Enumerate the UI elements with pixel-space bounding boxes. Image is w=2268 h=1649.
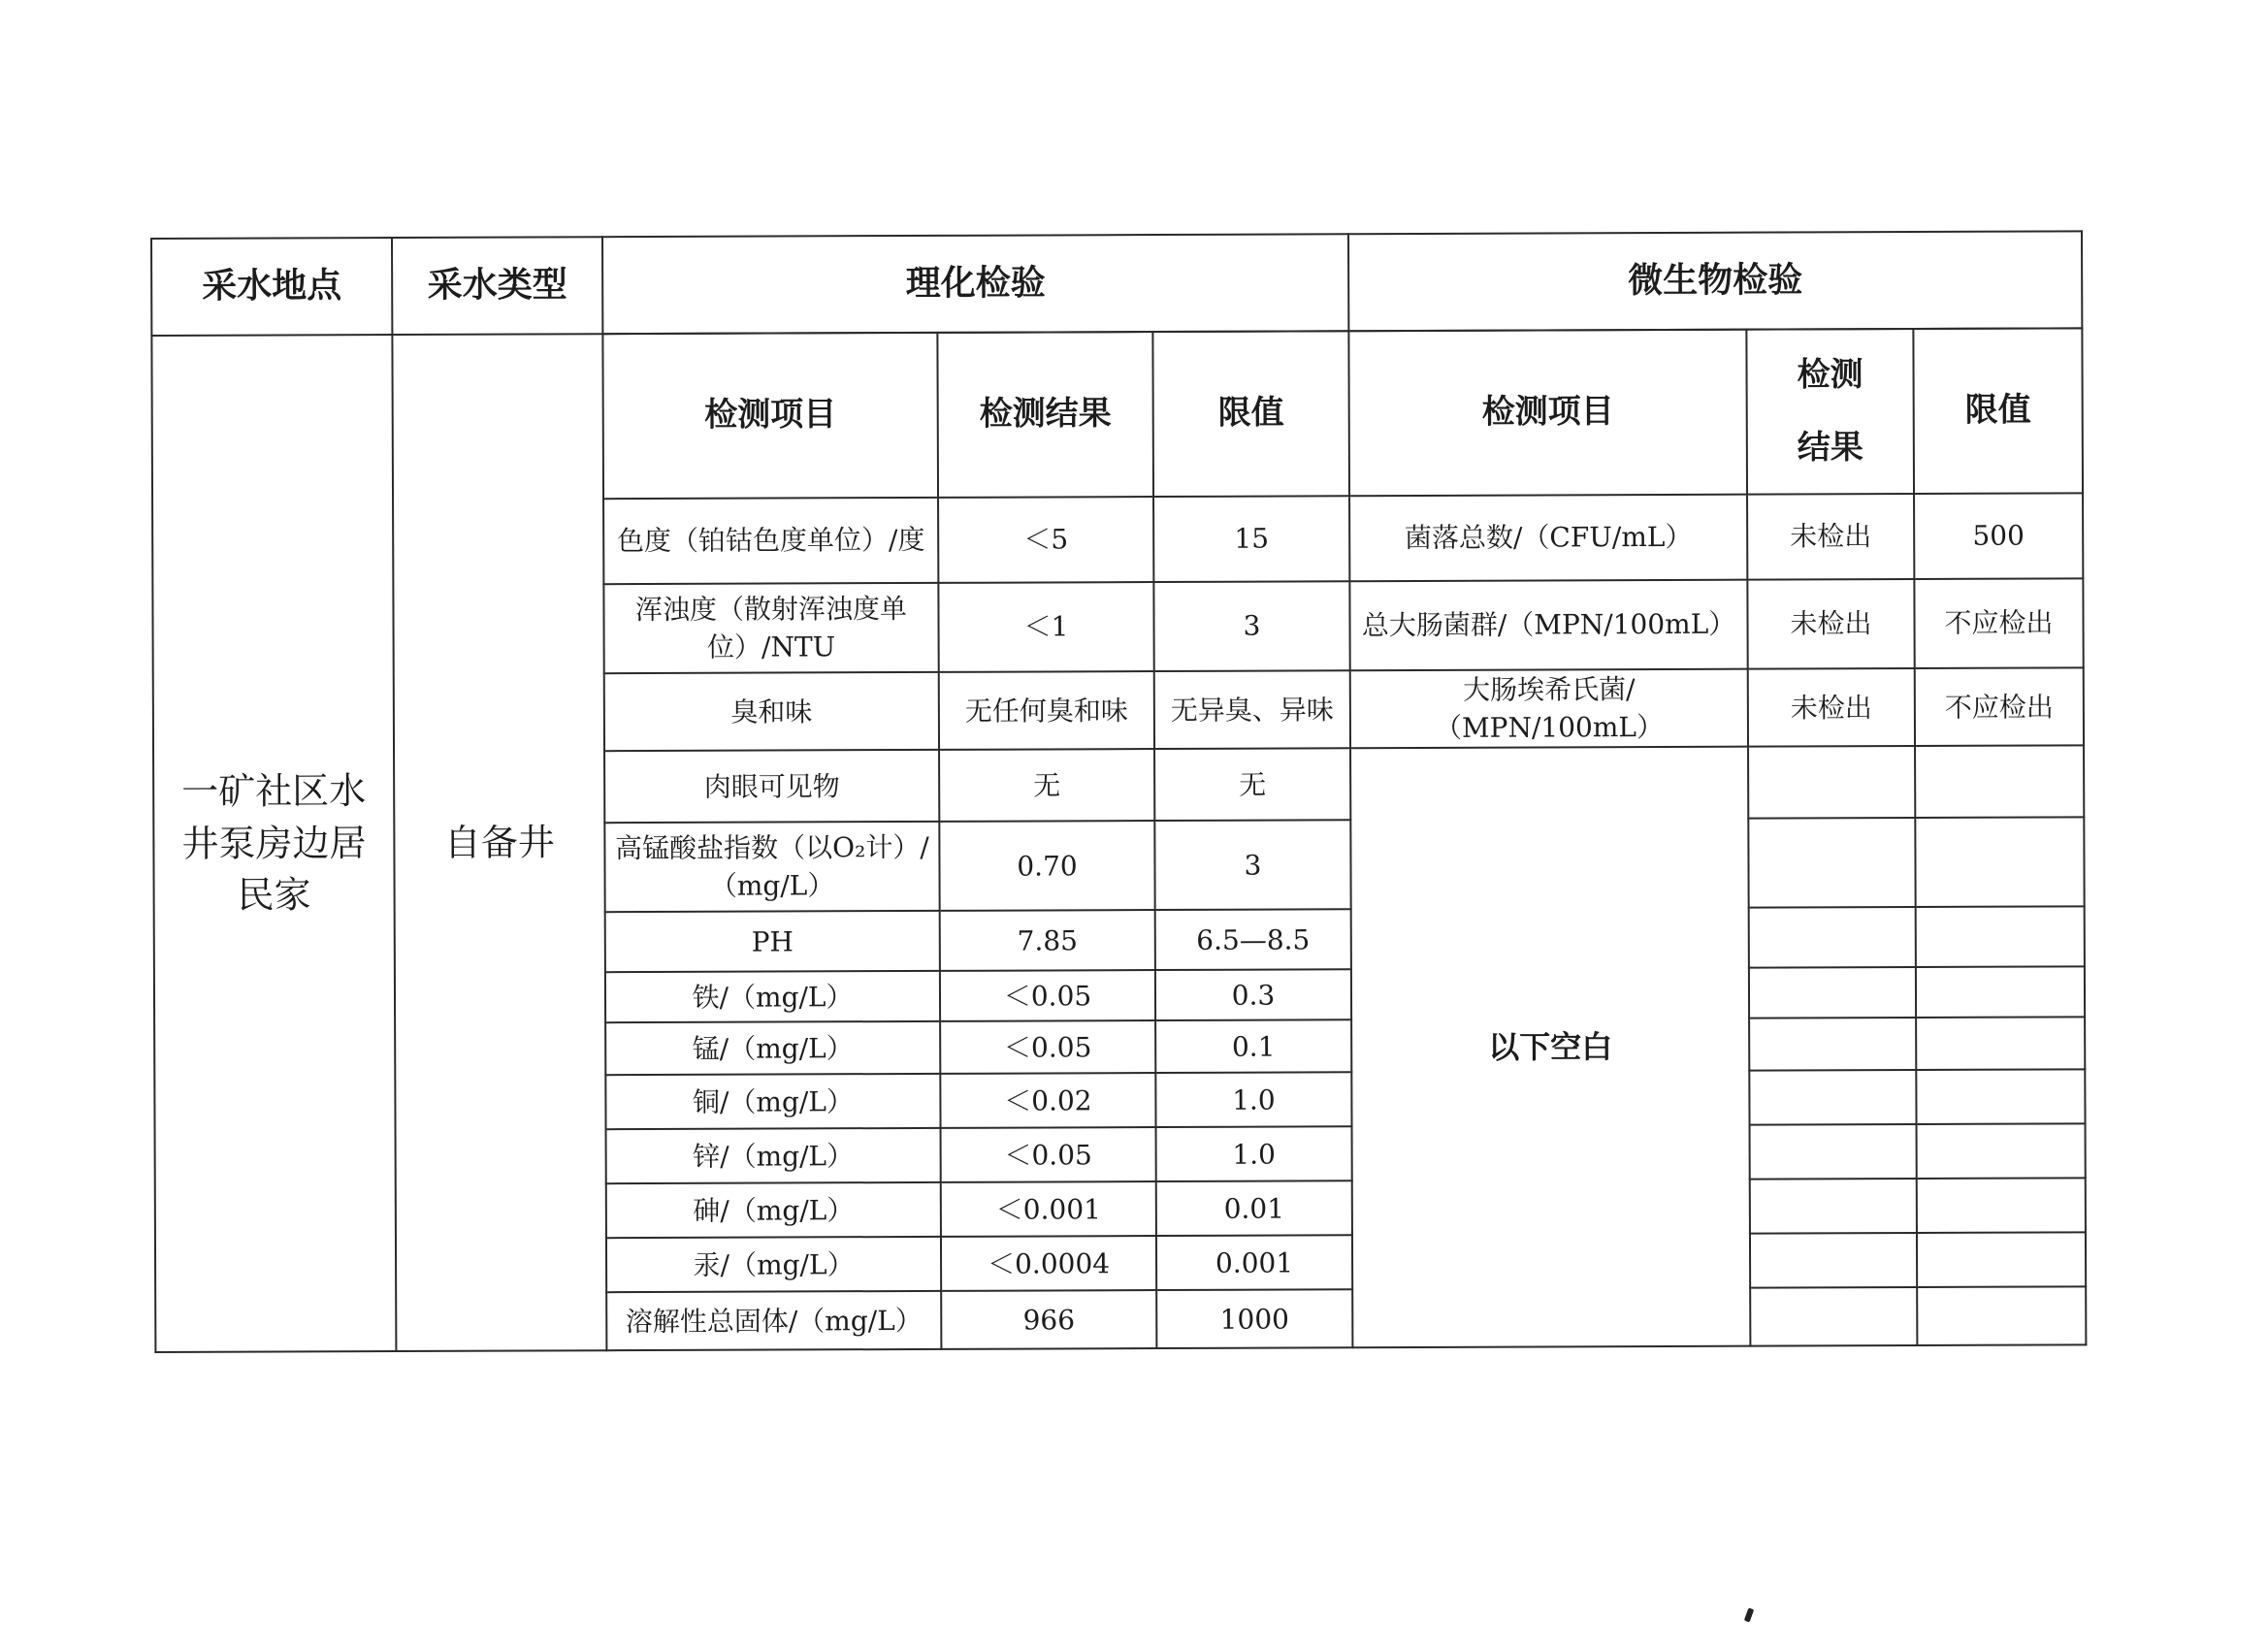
sample-type: 自备井 <box>392 334 606 1351</box>
pc-limit: 0.001 <box>1156 1236 1352 1291</box>
pc-result: 0.70 <box>939 821 1154 911</box>
mb-result: 未检出 <box>1747 579 1914 669</box>
pc-item-header: 检测项目 <box>602 333 938 499</box>
pc-result: ＜0.05 <box>940 970 1155 1021</box>
mb-empty-result <box>1750 1233 1917 1288</box>
mb-limit: 不应检出 <box>1914 578 2083 668</box>
pc-item: 铜/（mg/L） <box>605 1074 940 1129</box>
pc-limit-header: 限值 <box>1152 331 1349 497</box>
pc-item: 肉眼可见物 <box>604 750 939 823</box>
mb-limit: 500 <box>1914 493 2083 579</box>
pc-result: 无任何臭和味 <box>939 671 1154 750</box>
mb-empty-limit <box>1917 1179 2086 1234</box>
report-sheet <box>150 230 2085 1353</box>
mb-empty-limit <box>1917 1287 2086 1346</box>
mb-empty-result <box>1750 1124 1917 1180</box>
pc-item: 砷/（mg/L） <box>606 1182 941 1238</box>
mb-empty-limit <box>1916 967 2085 1018</box>
pc-result: ＜5 <box>938 497 1153 583</box>
mb-limit: 不应检出 <box>1915 667 2084 746</box>
pc-limit: 0.1 <box>1155 1020 1351 1074</box>
pc-limit: 3 <box>1153 581 1349 671</box>
mb-empty-result <box>1749 967 1916 1018</box>
pc-item: 铁/（mg/L） <box>605 971 940 1022</box>
mb-empty-result <box>1749 1018 1916 1071</box>
pc-limit: 1.0 <box>1155 1073 1351 1128</box>
pc-limit: 1.0 <box>1156 1127 1352 1182</box>
mb-empty-limit <box>1917 1124 2086 1180</box>
mb-result-header: 检测结果 <box>1746 329 1914 495</box>
mb-empty-limit <box>1916 907 2085 968</box>
pc-result: ＜0.0004 <box>941 1236 1156 1291</box>
mb-empty-result <box>1750 1287 1917 1346</box>
mb-result: 未检出 <box>1748 668 1915 747</box>
mb-item: 总大肠菌群/（MPN/100mL） <box>1349 580 1747 671</box>
mb-item-header: 检测项目 <box>1348 330 1747 497</box>
pc-item: 溶解性总固体/（mg/L） <box>606 1291 941 1350</box>
header-location: 采水地点 <box>151 238 392 336</box>
pc-limit: 15 <box>1153 496 1349 582</box>
mb-empty-result <box>1748 818 1915 908</box>
pc-limit: 3 <box>1154 821 1350 911</box>
pc-result: ＜0.001 <box>941 1181 1156 1237</box>
mb-empty-limit <box>1915 746 2084 819</box>
pc-result: 无 <box>939 749 1154 822</box>
subheader-row <box>151 328 2083 501</box>
pc-result: 966 <box>941 1290 1156 1349</box>
mb-empty-limit <box>1916 1070 2085 1125</box>
mb-empty-limit <box>1917 1233 2086 1288</box>
pc-limit: 无 <box>1154 749 1350 822</box>
pc-limit: 0.3 <box>1155 970 1351 1021</box>
scan-speck <box>1744 1607 1754 1622</box>
header-type: 采水类型 <box>392 237 602 335</box>
mb-result: 未检出 <box>1747 494 1914 580</box>
pc-result: 7.85 <box>940 910 1155 971</box>
header-physchem: 理化检验 <box>602 234 1348 334</box>
sample-location: 一矿社区水井泵房边居民家 <box>151 335 396 1352</box>
header-row <box>151 231 2082 336</box>
header-micro: 微生物检验 <box>1348 231 2082 331</box>
mb-empty-result <box>1749 907 1916 968</box>
mb-empty-result <box>1750 1179 1917 1234</box>
mb-limit-header: 限值 <box>1913 328 2083 494</box>
mb-empty-limit <box>1915 818 2084 908</box>
mb-item: 菌落总数/（CFU/mL） <box>1349 495 1747 582</box>
mb-empty-limit <box>1916 1018 2085 1071</box>
pc-limit: 6.5—8.5 <box>1155 910 1351 971</box>
pc-item: 臭和味 <box>604 672 939 752</box>
pc-limit: 1000 <box>1156 1290 1352 1349</box>
pc-result: ＜0.05 <box>941 1127 1156 1182</box>
water-test-table <box>150 230 2087 1353</box>
pc-result-header: 检测结果 <box>937 332 1153 498</box>
blank-note: 以下空白 <box>1350 747 1750 1348</box>
mb-empty-result <box>1749 1070 1916 1125</box>
pc-item: 锰/（mg/L） <box>605 1021 940 1075</box>
pc-limit: 无异臭、异味 <box>1154 670 1350 749</box>
mb-empty-result <box>1748 746 1915 819</box>
pc-result: ＜1 <box>938 582 1153 672</box>
pc-item: PH <box>605 911 940 972</box>
pc-item: 浑浊度（散射浑浊度单位）/NTU <box>603 583 938 673</box>
pc-limit: 0.01 <box>1156 1181 1352 1237</box>
pc-result: ＜0.05 <box>940 1020 1155 1074</box>
pc-item: 汞/（mg/L） <box>606 1237 941 1292</box>
pc-item: 色度（铂钴色度单位）/度 <box>603 498 938 584</box>
pc-result: ＜0.02 <box>940 1073 1155 1128</box>
pc-item: 高锰酸盐指数（以O₂计）/（mg/L） <box>604 822 939 912</box>
pc-item: 锌/（mg/L） <box>606 1128 941 1183</box>
mb-item: 大肠埃希氏菌/（MPN/100mL） <box>1350 669 1748 749</box>
